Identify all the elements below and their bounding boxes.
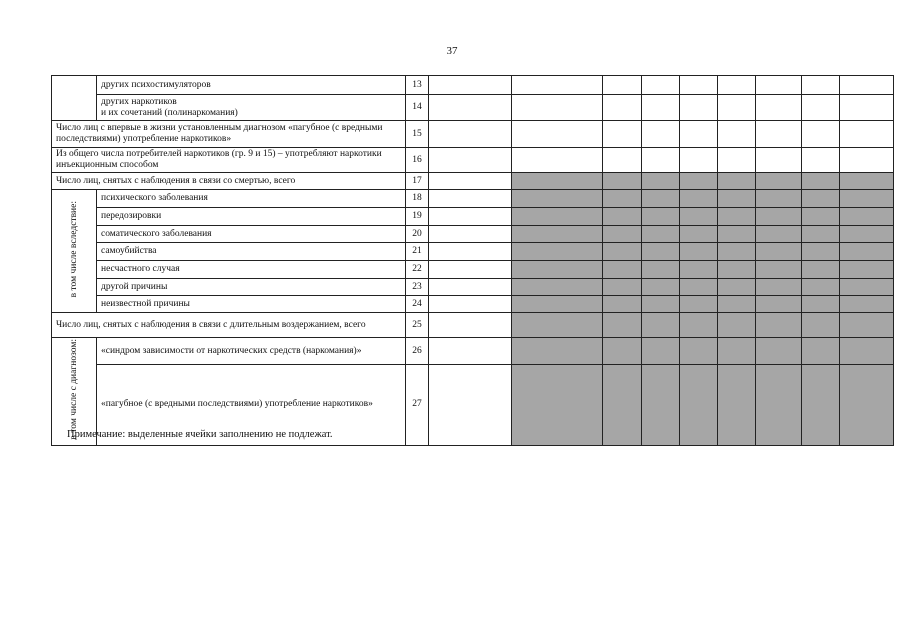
row-number: 15 [406,121,429,148]
shaded-cell [642,279,680,296]
row-label: самоубийства [97,243,406,261]
shaded-cell [802,313,840,338]
shaded-cell [512,208,603,226]
shaded-cell [756,208,802,226]
shaded-cell [642,261,680,279]
row-label: Число лиц, снятых с наблюдения в связи с длительным воздержанием, всего [52,313,406,338]
shaded-cell [512,226,603,243]
data-cell[interactable] [429,190,512,208]
data-cell[interactable] [512,76,603,95]
data-cell[interactable] [512,95,603,121]
data-cell[interactable] [642,148,680,173]
page-number: 37 [446,45,458,57]
data-cell[interactable] [429,226,512,243]
shaded-cell [718,261,756,279]
table-row [52,296,894,313]
shaded-cell [680,279,718,296]
row-number: 20 [406,226,429,243]
data-cell[interactable] [429,279,512,296]
data-cell[interactable] [802,121,840,148]
shaded-cell [718,338,756,365]
shaded-cell [718,226,756,243]
table-row [52,76,894,95]
table-row [52,95,894,121]
shaded-cell [840,365,894,445]
row-number: 25 [406,313,429,338]
shaded-cell [718,279,756,296]
data-cell[interactable] [429,243,512,261]
data-cell[interactable] [718,148,756,173]
shaded-cell [802,365,840,445]
shaded-cell [642,365,680,445]
shaded-cell [840,208,894,226]
shaded-cell [802,338,840,365]
shaded-cell [756,296,802,313]
shaded-cell [840,243,894,261]
data-cell[interactable] [680,121,718,148]
shaded-cell [756,173,802,190]
shaded-cell [512,279,603,296]
data-cell[interactable] [603,148,642,173]
note: Примечание: выделенные ячейки заполнению не подлежат. [67,429,333,440]
table-row [52,279,894,296]
shaded-cell [718,296,756,313]
shaded-cell [718,173,756,190]
row-label: Число лиц, снятых с наблюдения в связи со смертью, всего [52,173,406,190]
table-row [52,173,894,190]
shaded-cell [603,190,642,208]
shaded-cell [756,190,802,208]
shaded-cell [603,296,642,313]
data-cell[interactable] [756,76,802,95]
shaded-cell [802,190,840,208]
shaded-cell [840,190,894,208]
data-cell[interactable] [642,76,680,95]
shaded-cell [680,190,718,208]
row-label: других наркотиков и их сочетаний (полинаркомания) [97,95,406,121]
data-cell[interactable] [429,121,512,148]
data-cell[interactable] [756,148,802,173]
data-cell[interactable] [429,338,512,365]
table-row [52,261,894,279]
shaded-cell [756,365,802,445]
shaded-cell [680,338,718,365]
data-cell[interactable] [429,76,512,95]
shaded-cell [756,261,802,279]
row-number: 27 [406,365,429,445]
shaded-cell [642,208,680,226]
shaded-cell [756,226,802,243]
shaded-cell [802,243,840,261]
data-cell[interactable] [603,121,642,148]
shaded-cell [802,296,840,313]
shaded-cell [718,365,756,445]
shaded-cell [680,208,718,226]
data-cell[interactable] [642,95,680,121]
row-label: «пагубное (с вредными последствиями) употребление наркотиков» [97,365,406,445]
shaded-cell [802,279,840,296]
row-label: несчастного случая [97,261,406,279]
shaded-cell [756,243,802,261]
table-row [52,313,894,338]
shaded-cell [512,190,603,208]
data-cell[interactable] [840,95,894,121]
data-cell[interactable] [718,121,756,148]
data-cell[interactable] [680,76,718,95]
data-cell[interactable] [429,173,512,190]
shaded-cell [840,261,894,279]
shaded-cell [512,313,603,338]
shaded-cell [603,338,642,365]
data-cell[interactable] [642,121,680,148]
shaded-cell [642,243,680,261]
data-cell[interactable] [718,95,756,121]
shaded-cell [718,208,756,226]
table-row [52,148,894,173]
shaded-cell [512,338,603,365]
data-cell[interactable] [840,76,894,95]
shaded-cell [603,243,642,261]
table-row [52,338,894,365]
row-number: 21 [406,243,429,261]
data-cell[interactable] [603,76,642,95]
data-cell[interactable] [840,121,894,148]
data-cell[interactable] [603,95,642,121]
shaded-cell [840,226,894,243]
row-number: 13 [406,76,429,95]
table-row [52,226,894,243]
data-cell[interactable] [840,148,894,173]
shaded-cell [680,296,718,313]
group-label: в том числе с диагнозом: [68,339,79,440]
shaded-cell [756,279,802,296]
row-label: другой причины [97,279,406,296]
shaded-cell [603,226,642,243]
shaded-cell [840,173,894,190]
table-row [52,208,894,226]
data-cell[interactable] [429,208,512,226]
data-cell[interactable] [429,296,512,313]
shaded-cell [802,208,840,226]
row-number: 22 [406,261,429,279]
row-number: 17 [406,173,429,190]
shaded-cell [840,313,894,338]
row-label: других психостимуляторов [97,76,406,95]
data-cell[interactable] [680,148,718,173]
shaded-cell [756,313,802,338]
table-row [52,190,894,208]
group-label: в том числе вследствие: [68,200,79,298]
shaded-cell [840,279,894,296]
shaded-cell [802,226,840,243]
blank-group-cell [52,76,97,121]
row-label: неизвестной причины [97,296,406,313]
shaded-cell [603,365,642,445]
group-label-cell [52,190,97,313]
shaded-cell [718,243,756,261]
data-cell[interactable] [718,76,756,95]
shaded-cell [680,261,718,279]
shaded-cell [680,226,718,243]
data-cell[interactable] [512,121,603,148]
shaded-cell [512,365,603,445]
shaded-cell [680,313,718,338]
shaded-cell [642,296,680,313]
shaded-cell [680,365,718,445]
shaded-cell [680,243,718,261]
shaded-cell [642,313,680,338]
data-cell[interactable] [429,148,512,173]
table-row [52,121,894,148]
row-label: психического заболевания [97,190,406,208]
table-row [52,243,894,261]
data-cell[interactable] [429,95,512,121]
shaded-cell [802,173,840,190]
row-label: передозировки [97,208,406,226]
shaded-cell [603,313,642,338]
data-cell[interactable] [512,148,603,173]
row-number: 23 [406,279,429,296]
shaded-cell [756,338,802,365]
shaded-cell [718,313,756,338]
row-number: 14 [406,95,429,121]
shaded-cell [642,338,680,365]
shaded-cell [512,261,603,279]
data-cell[interactable] [680,95,718,121]
shaded-cell [718,190,756,208]
row-label: Из общего числа потребителей наркотиков (гр. 9 и 15) – употребляют наркотики инъекционным способом [52,148,406,173]
data-cell[interactable] [756,95,802,121]
row-number: 26 [406,338,429,365]
shaded-cell [642,226,680,243]
shaded-cell [512,173,603,190]
shaded-cell [512,296,603,313]
data-cell[interactable] [429,313,512,338]
data-cell[interactable] [802,95,840,121]
row-number: 24 [406,296,429,313]
shaded-cell [802,261,840,279]
shaded-cell [603,208,642,226]
data-cell[interactable] [802,76,840,95]
row-number: 19 [406,208,429,226]
row-label: Число лиц с впервые в жизни установленным диагнозом «пагубное (с вредными последствиями) употребление наркотиков» [52,121,406,148]
shaded-cell [642,190,680,208]
row-label: «синдром зависимости от наркотических средств (наркомания)» [97,338,406,365]
shaded-cell [603,261,642,279]
data-cell[interactable] [756,121,802,148]
shaded-cell [603,173,642,190]
data-cell[interactable] [429,365,512,445]
report-table [51,75,894,446]
shaded-cell [512,243,603,261]
row-number: 18 [406,190,429,208]
shaded-cell [840,338,894,365]
shaded-cell [840,296,894,313]
row-number: 16 [406,148,429,173]
shaded-cell [642,173,680,190]
row-label: соматического заболевания [97,226,406,243]
data-cell[interactable] [429,261,512,279]
shaded-cell [603,279,642,296]
shaded-cell [680,173,718,190]
data-cell[interactable] [802,148,840,173]
